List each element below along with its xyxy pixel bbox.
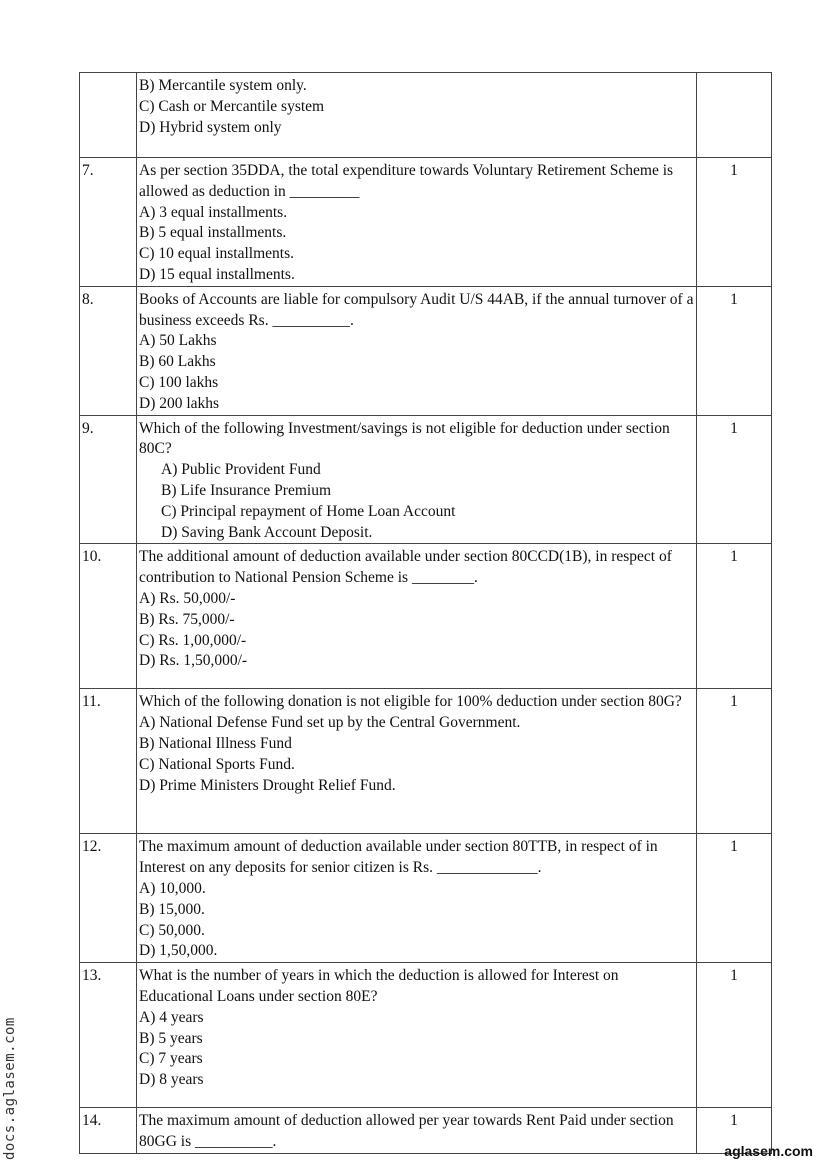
question-text: The additional amount of deduction available under section 80CCD(1B), in respect of contribution to National Pension Scheme is ________.: [139, 548, 672, 587]
answer-option: A) 50 Lakhs: [139, 332, 217, 350]
question-text: Which of the following donation is not eligible for 100% deduction under section 80G?: [139, 693, 682, 711]
answer-option: B) Mercantile system only.: [139, 77, 307, 94]
answer-option: A) Public Provident Fund: [161, 461, 321, 479]
answer-option: B) 15,000.: [139, 900, 205, 918]
marks-cell: 1: [697, 834, 772, 963]
answer-option: D) 15 equal installments.: [139, 265, 295, 283]
question-cell: [137, 415, 697, 544]
answer-option: C) National Sports Fund.: [139, 755, 295, 773]
answer-option: D) Rs. 1,50,000/-: [139, 652, 248, 670]
answer-option: D) Hybrid system only: [139, 118, 282, 136]
question-row: [80, 286, 772, 415]
question-text: Books of Accounts are liable for compulsory Audit U/S 44AB, if the annual turnover of a business exceeds Rs. __________.: [139, 290, 694, 329]
question-number: 14.: [80, 1108, 137, 1154]
question-number: 12.: [80, 834, 137, 963]
answer-option: C) 50,000.: [139, 921, 205, 939]
question-row: [80, 963, 772, 1108]
question-text: What is the number of years in which the deduction is allowed for Interest on Educational Loans under section 80E?: [139, 967, 619, 1005]
answer-option: A) National Defense Fund set up by the Central Government.: [139, 714, 521, 732]
answer-option: C) Rs. 1,00,000/-: [139, 631, 247, 649]
answer-option: C) Principal repayment of Home Loan Account: [161, 502, 456, 520]
question-cell: [137, 73, 697, 158]
marks-cell: 1: [697, 286, 772, 415]
question-number: 7.: [80, 158, 137, 287]
answer-option: A) 4 years: [139, 1008, 204, 1026]
marks-cell: 1: [697, 1108, 772, 1154]
answer-option: D) 200 lakhs: [139, 394, 220, 412]
question-number: 9.: [80, 415, 137, 544]
question-row: [80, 415, 772, 544]
question-text: The maximum amount of deduction allowed per year towards Rent Paid under section 80GG is __________.: [139, 1112, 674, 1150]
answer-option: A) 3 equal installments.: [139, 203, 288, 221]
marks-cell: 1: [697, 544, 772, 689]
question-row: [80, 544, 772, 689]
question-number: 10.: [80, 544, 137, 689]
question-number: 11.: [80, 689, 137, 834]
question-row: [80, 1108, 772, 1154]
question-table: [79, 72, 772, 1154]
question-number: 8.: [80, 286, 137, 415]
answer-option: D) Prime Ministers Drought Relief Fund.: [139, 776, 396, 794]
marks-cell: 1: [697, 415, 772, 544]
question-cell: [137, 963, 697, 1108]
question-cell: [137, 544, 697, 689]
answer-option: D) Saving Bank Account Deposit.: [161, 523, 373, 541]
question-text: The maximum amount of deduction available under section 80TTB, in respect of in Interest on any deposits for senior citizen is Rs. _____________.: [139, 838, 658, 877]
question-row: [80, 834, 772, 963]
answer-option: B) 5 years: [139, 1029, 203, 1047]
question-row: [80, 73, 772, 158]
question-cell: [137, 158, 697, 287]
answer-option: C) 7 years: [139, 1050, 203, 1068]
answer-option: B) 60 Lakhs: [139, 353, 216, 371]
side-watermark: docs.aglasem.com: [2, 1017, 18, 1160]
answer-option: B) 5 equal installments.: [139, 224, 287, 242]
answer-option: B) Rs. 75,000/-: [139, 610, 235, 628]
answer-option: B) National Illness Fund: [139, 734, 292, 752]
answer-option: C) 10 equal installments.: [139, 245, 294, 263]
answer-option: D) 8 years: [139, 1071, 204, 1089]
answer-option: A) Rs. 50,000/-: [139, 589, 236, 607]
answer-option: C) Cash or Mercantile system: [139, 97, 325, 115]
answer-option: A) 10,000.: [139, 879, 206, 897]
question-row: [80, 689, 772, 834]
answer-option: C) 100 lakhs: [139, 373, 219, 391]
marks-cell: [697, 73, 772, 158]
question-number: [80, 73, 137, 158]
marks-cell: 1: [697, 689, 772, 834]
question-row: [80, 158, 772, 287]
question-cell: [137, 834, 697, 963]
question-cell: [137, 689, 697, 834]
answer-option: D) 1,50,000.: [139, 942, 218, 960]
question-text: As per section 35DDA, the total expenditure towards Voluntary Retirement Scheme is allowed as deduction in _________: [139, 162, 674, 200]
marks-cell: 1: [697, 158, 772, 287]
question-cell: [137, 286, 697, 415]
question-number: 13.: [80, 963, 137, 1108]
marks-cell: 1: [697, 963, 772, 1108]
question-text: Which of the following Investment/savings is not eligible for deduction under section 80C?: [139, 419, 670, 458]
footer-brand: aglasem.com: [724, 1143, 813, 1159]
question-cell: [137, 1108, 697, 1154]
answer-option: B) Life Insurance Premium: [161, 481, 332, 499]
